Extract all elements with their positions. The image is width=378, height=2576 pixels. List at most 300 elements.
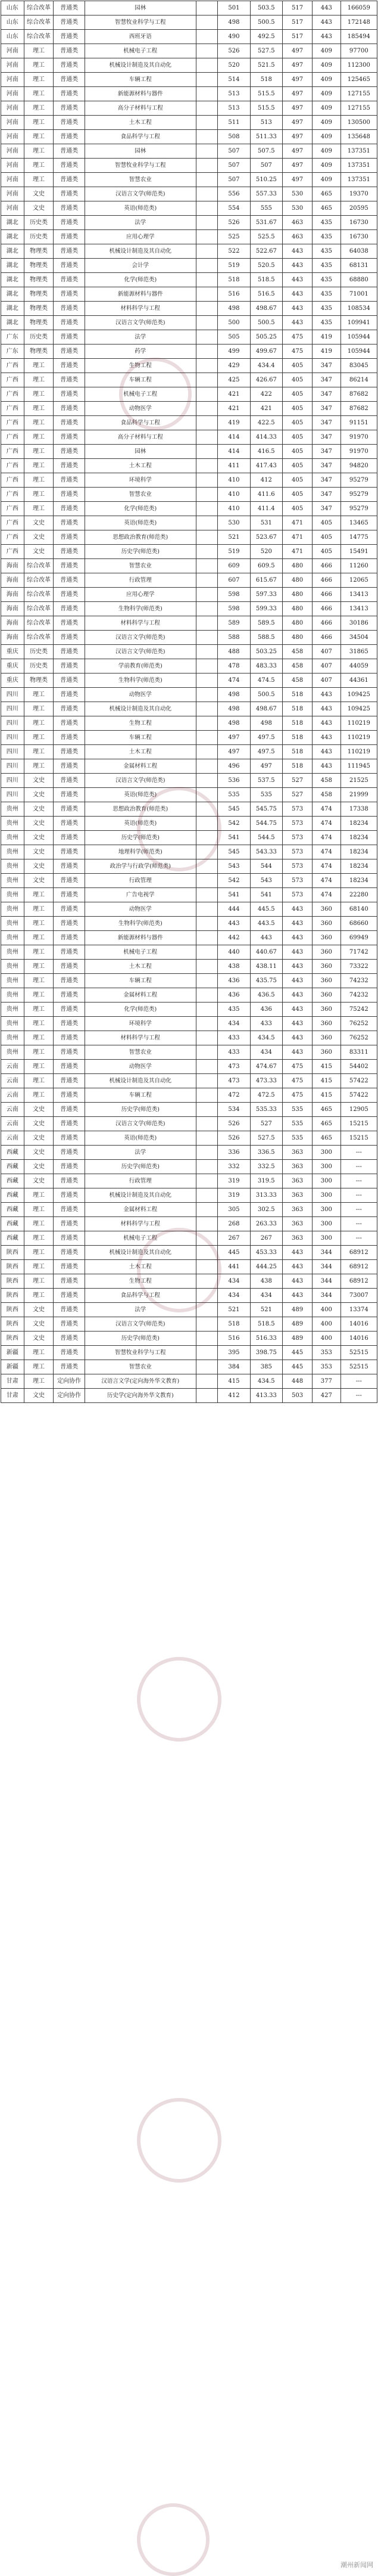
- category-cell: 理工: [24, 387, 54, 402]
- type-cell: 普通类: [54, 1289, 85, 1303]
- province-cell: 重庆: [1, 659, 24, 674]
- table-row: [1, 344, 377, 359]
- control-line-cell: 443: [283, 259, 313, 273]
- category-cell: 理工: [24, 130, 54, 144]
- source-watermark: 潮州新闻网: [340, 2561, 373, 2569]
- control-line-cell: 363: [283, 1146, 313, 1160]
- avg-score-cell: 411.6: [250, 488, 282, 502]
- batch-line-cell: 466: [313, 588, 341, 602]
- category-cell: 理工: [24, 73, 54, 87]
- province-cell: 广西: [1, 488, 24, 502]
- control-line-cell: 443: [283, 1260, 313, 1274]
- category-cell: 理工: [24, 1088, 54, 1103]
- avg-score-cell: 414.33: [250, 430, 282, 445]
- blank-cell: [196, 73, 217, 87]
- type-cell: 普通类: [54, 116, 85, 130]
- table-row: [1, 659, 377, 674]
- type-cell: 普通类: [54, 1246, 85, 1260]
- rank-cell: 76252: [340, 1031, 377, 1045]
- table-row: [1, 1131, 377, 1146]
- min-score-cell: 556: [218, 187, 250, 201]
- blank-cell: [196, 30, 217, 44]
- province-cell: 云南: [1, 1060, 24, 1074]
- table-row: [1, 817, 377, 831]
- type-cell: 普通类: [54, 316, 85, 330]
- category-cell: 综合改革: [24, 631, 54, 645]
- rank-cell: 111945: [340, 759, 377, 774]
- table-row: [1, 645, 377, 659]
- batch-line-cell: 458: [313, 788, 341, 802]
- category-cell: 理工: [24, 688, 54, 702]
- table-row: [1, 216, 377, 230]
- avg-score-cell: 416.5: [250, 445, 282, 459]
- rank-cell: 73322: [340, 960, 377, 974]
- province-cell: 西藏: [1, 1203, 24, 1217]
- batch-line-cell: 474: [313, 859, 341, 874]
- table-row: [1, 874, 377, 888]
- province-cell: 贵州: [1, 1003, 24, 1017]
- blank-cell: [196, 774, 217, 788]
- control-line-cell: 443: [283, 1274, 313, 1289]
- rank-cell: 68880: [340, 273, 377, 287]
- province-cell: 海南: [1, 588, 24, 602]
- type-cell: 普通类: [54, 631, 85, 645]
- control-line-cell: 405: [283, 373, 313, 387]
- rank-cell: 127155: [340, 87, 377, 101]
- table-row: [1, 1045, 377, 1060]
- control-line-cell: 463: [283, 230, 313, 244]
- category-cell: 理工: [24, 716, 54, 731]
- blank-cell: [196, 230, 217, 244]
- batch-line-cell: 443: [313, 15, 341, 30]
- table-row: [1, 1203, 377, 1217]
- min-score-cell: 473: [218, 1074, 250, 1088]
- batch-line-cell: 347: [313, 402, 341, 416]
- category-cell: 理工: [24, 402, 54, 416]
- major-cell: 智慧农业: [85, 173, 196, 187]
- batch-line-cell: 443: [313, 716, 341, 731]
- blank-cell: [196, 15, 217, 30]
- rank-cell: 76252: [340, 1017, 377, 1031]
- control-line-cell: 475: [283, 1060, 313, 1074]
- major-cell: 机械设计制造及其自动化: [85, 1074, 196, 1088]
- table-row: [1, 330, 377, 344]
- province-cell: 河南: [1, 130, 24, 144]
- blank-cell: [196, 1332, 217, 1346]
- batch-line-cell: 443: [313, 759, 341, 774]
- control-line-cell: 363: [283, 1231, 313, 1246]
- rank-cell: 13465: [340, 516, 377, 530]
- province-cell: 西藏: [1, 1217, 24, 1231]
- rank-cell: 18234: [340, 845, 377, 859]
- min-score-cell: 522: [218, 244, 250, 259]
- province-cell: 陕西: [1, 1332, 24, 1346]
- control-line-cell: 480: [283, 588, 313, 602]
- province-cell: 贵州: [1, 888, 24, 902]
- province-cell: 海南: [1, 631, 24, 645]
- table-row: [1, 416, 377, 430]
- batch-line-cell: 466: [313, 602, 341, 616]
- rank-cell: 87682: [340, 387, 377, 402]
- min-score-cell: 410: [218, 488, 250, 502]
- table-row: [1, 702, 377, 716]
- control-line-cell: 363: [283, 1188, 313, 1203]
- table-row: [1, 1003, 377, 1017]
- type-cell: 普通类: [54, 530, 85, 545]
- table-row: [1, 302, 377, 316]
- blank-cell: [196, 1088, 217, 1103]
- province-cell: 陕西: [1, 1274, 24, 1289]
- type-cell: 普通类: [54, 1017, 85, 1031]
- min-score-cell: 434: [218, 1274, 250, 1289]
- major-cell: 汉语言文学(定向海外华文教育): [85, 1374, 196, 1389]
- province-cell: 陕西: [1, 1317, 24, 1332]
- rank-cell: 97700: [340, 44, 377, 58]
- control-line-cell: 363: [283, 1174, 313, 1188]
- blank-cell: [196, 602, 217, 616]
- category-cell: 理工: [24, 759, 54, 774]
- batch-line-cell: 360: [313, 1017, 341, 1031]
- category-cell: 历史类: [24, 659, 54, 674]
- type-cell: 普通类: [54, 1003, 85, 1017]
- min-score-cell: 518: [218, 1317, 250, 1332]
- rank-cell: 172148: [340, 15, 377, 30]
- table-row: [1, 359, 377, 373]
- blank-cell: [196, 888, 217, 902]
- rank-cell: 15491: [340, 545, 377, 559]
- rank-cell: 91970: [340, 445, 377, 459]
- province-cell: 四川: [1, 788, 24, 802]
- table-row: [1, 387, 377, 402]
- type-cell: 普通类: [54, 874, 85, 888]
- rank-cell: 12065: [340, 573, 377, 588]
- type-cell: 普通类: [54, 602, 85, 616]
- type-cell: 普通类: [54, 945, 85, 960]
- batch-line-cell: 360: [313, 902, 341, 917]
- major-cell: 土木工程: [85, 459, 196, 473]
- rank-cell: 83311: [340, 1045, 377, 1060]
- major-cell: 机械电子工程: [85, 44, 196, 58]
- rank-cell: 14016: [340, 1317, 377, 1332]
- control-line-cell: 405: [283, 445, 313, 459]
- major-cell: 智慧农业: [85, 559, 196, 573]
- category-cell: 物理类: [24, 344, 54, 359]
- rank-cell: 109941: [340, 316, 377, 330]
- rank-cell: 31865: [340, 645, 377, 659]
- batch-line-cell: 474: [313, 817, 341, 831]
- table-row: [1, 58, 377, 73]
- category-cell: 综合改革: [24, 1, 54, 15]
- type-cell: 普通类: [54, 445, 85, 459]
- avg-score-cell: 599.33: [250, 602, 282, 616]
- avg-score-cell: 426.67: [250, 373, 282, 387]
- control-line-cell: 471: [283, 545, 313, 559]
- province-cell: 广西: [1, 530, 24, 545]
- rank-cell: 14016: [340, 1332, 377, 1346]
- avg-score-cell: 531.67: [250, 216, 282, 230]
- province-cell: 云南: [1, 1103, 24, 1117]
- rank-cell: 95279: [340, 488, 377, 502]
- type-cell: 普通类: [54, 416, 85, 430]
- type-cell: 定向协作: [54, 1389, 85, 1403]
- rank-cell: 109425: [340, 702, 377, 716]
- blank-cell: [196, 745, 217, 759]
- type-cell: 普通类: [54, 545, 85, 559]
- province-cell: 贵州: [1, 917, 24, 931]
- control-line-cell: 535: [283, 1103, 313, 1117]
- control-line-cell: 458: [283, 674, 313, 688]
- avg-score-cell: 445.5: [250, 902, 282, 917]
- type-cell: 普通类: [54, 1203, 85, 1217]
- control-line-cell: 573: [283, 802, 313, 817]
- blank-cell: [196, 1031, 217, 1045]
- category-cell: 理工: [24, 473, 54, 488]
- control-line-cell: 363: [283, 1217, 313, 1231]
- blank-cell: [196, 316, 217, 330]
- blank-cell: [196, 702, 217, 716]
- province-cell: 山东: [1, 1, 24, 15]
- batch-line-cell: 344: [313, 1246, 341, 1260]
- rank-cell: 185494: [340, 30, 377, 44]
- blank-cell: [196, 545, 217, 559]
- control-line-cell: 497: [283, 87, 313, 101]
- blank-cell: [196, 831, 217, 845]
- province-cell: 湖北: [1, 244, 24, 259]
- category-cell: 理工: [24, 1274, 54, 1289]
- table-row: [1, 1160, 377, 1174]
- major-cell: 汉语言文学(师范类): [85, 1317, 196, 1332]
- table-row: [1, 445, 377, 459]
- province-cell: 贵州: [1, 988, 24, 1003]
- major-cell: 车辆工程: [85, 731, 196, 745]
- table-row: [1, 960, 377, 974]
- category-cell: 理工: [24, 1260, 54, 1274]
- table-row: [1, 473, 377, 488]
- type-cell: 普通类: [54, 1360, 85, 1374]
- province-cell: 四川: [1, 759, 24, 774]
- min-score-cell: 535: [218, 788, 250, 802]
- province-cell: 湖北: [1, 316, 24, 330]
- category-cell: 理工: [24, 702, 54, 716]
- batch-line-cell: 409: [313, 44, 341, 58]
- category-cell: 理工: [24, 1188, 54, 1203]
- category-cell: 理工: [24, 373, 54, 387]
- rank-cell: 20595: [340, 201, 377, 216]
- type-cell: 普通类: [54, 1317, 85, 1332]
- type-cell: 普通类: [54, 688, 85, 702]
- batch-line-cell: 300: [313, 1203, 341, 1217]
- min-score-cell: 436: [218, 988, 250, 1003]
- avg-score-cell: 438: [250, 1274, 282, 1289]
- control-line-cell: 458: [283, 659, 313, 674]
- rank-cell: 17338: [340, 802, 377, 817]
- blank-cell: [196, 58, 217, 73]
- rank-cell: 95279: [340, 473, 377, 488]
- control-line-cell: 475: [283, 344, 313, 359]
- major-cell: 会计学: [85, 259, 196, 273]
- blank-cell: [196, 674, 217, 688]
- blank-cell: [196, 917, 217, 931]
- major-cell: 历史学(师范类): [85, 1332, 196, 1346]
- batch-line-cell: 347: [313, 459, 341, 473]
- rank-cell: 18234: [340, 831, 377, 845]
- province-cell: 云南: [1, 1117, 24, 1131]
- batch-line-cell: 466: [313, 616, 341, 631]
- batch-line-cell: 415: [313, 1074, 341, 1088]
- avg-score-cell: 302.5: [250, 1203, 282, 1217]
- category-cell: 理工: [24, 902, 54, 917]
- batch-line-cell: 465: [313, 1131, 341, 1146]
- major-cell: 食品科学与工程: [85, 416, 196, 430]
- category-cell: 理工: [24, 416, 54, 430]
- avg-score-cell: 511.33: [250, 130, 282, 144]
- table-row: [1, 917, 377, 931]
- blank-cell: [196, 1003, 217, 1017]
- province-cell: 贵州: [1, 945, 24, 960]
- table-row: [1, 316, 377, 330]
- rank-cell: 110219: [340, 731, 377, 745]
- batch-line-cell: 407: [313, 659, 341, 674]
- avg-score-cell: 518.5: [250, 273, 282, 287]
- avg-score-cell: 537.5: [250, 774, 282, 788]
- min-score-cell: 513: [218, 87, 250, 101]
- category-cell: 文史: [24, 817, 54, 831]
- type-cell: 普通类: [54, 1188, 85, 1203]
- province-cell: 河南: [1, 87, 24, 101]
- rank-cell: 30186: [340, 616, 377, 631]
- table-row: [1, 902, 377, 917]
- type-cell: 普通类: [54, 1131, 85, 1146]
- type-cell: 定向协作: [54, 1374, 85, 1389]
- major-cell: 药学: [85, 344, 196, 359]
- type-cell: 普通类: [54, 1060, 85, 1074]
- blank-cell: [196, 159, 217, 173]
- table-row: [1, 974, 377, 988]
- avg-score-cell: 543: [250, 874, 282, 888]
- min-score-cell: 267: [218, 1231, 250, 1246]
- province-cell: 四川: [1, 745, 24, 759]
- table-row: [1, 845, 377, 859]
- type-cell: 普通类: [54, 359, 85, 373]
- table-row: [1, 1188, 377, 1203]
- major-cell: 应用心理学: [85, 588, 196, 602]
- blank-cell: [196, 302, 217, 316]
- avg-score-cell: 443: [250, 931, 282, 945]
- category-cell: 理工: [24, 445, 54, 459]
- major-cell: 食品科学与工程: [85, 1289, 196, 1303]
- avg-score-cell: 527.5: [250, 44, 282, 58]
- province-cell: 广西: [1, 430, 24, 445]
- rank-cell: ---: [340, 1174, 377, 1188]
- type-cell: 普通类: [54, 974, 85, 988]
- rank-cell: 21999: [340, 788, 377, 802]
- watermark-logo-icon: [137, 1657, 221, 1742]
- control-line-cell: 443: [283, 931, 313, 945]
- rank-cell: 57422: [340, 1074, 377, 1088]
- min-score-cell: 505: [218, 330, 250, 344]
- major-cell: 行政管理: [85, 573, 196, 588]
- min-score-cell: 305: [218, 1203, 250, 1217]
- category-cell: 理工: [24, 974, 54, 988]
- major-cell: 金属材料工程: [85, 759, 196, 774]
- avg-score-cell: 498: [250, 716, 282, 731]
- type-cell: 普通类: [54, 1074, 85, 1088]
- control-line-cell: 363: [283, 1160, 313, 1174]
- blank-cell: [196, 1074, 217, 1088]
- rank-cell: 34504: [340, 631, 377, 645]
- table-row: [1, 731, 377, 745]
- min-score-cell: 444: [218, 902, 250, 917]
- category-cell: 物理类: [24, 273, 54, 287]
- category-cell: 理工: [24, 58, 54, 73]
- type-cell: 普通类: [54, 230, 85, 244]
- category-cell: 理工: [24, 1246, 54, 1260]
- rank-cell: 105944: [340, 344, 377, 359]
- blank-cell: [196, 902, 217, 917]
- province-cell: 云南: [1, 1074, 24, 1088]
- min-score-cell: 519: [218, 259, 250, 273]
- min-score-cell: 411: [218, 459, 250, 473]
- admission-score-sheet: [1, 1, 377, 1403]
- category-cell: 综合改革: [24, 588, 54, 602]
- control-line-cell: 480: [283, 616, 313, 631]
- control-line-cell: 443: [283, 902, 313, 917]
- province-cell: 广西: [1, 359, 24, 373]
- rank-cell: 125465: [340, 73, 377, 87]
- avg-score-cell: 433: [250, 1017, 282, 1031]
- blank-cell: [196, 1045, 217, 1060]
- avg-score-cell: 474.67: [250, 1060, 282, 1074]
- min-score-cell: 507: [218, 159, 250, 173]
- avg-score-cell: 422: [250, 387, 282, 402]
- type-cell: 普通类: [54, 616, 85, 631]
- batch-line-cell: 405: [313, 530, 341, 545]
- category-cell: 理工: [24, 1289, 54, 1303]
- table-row: [1, 1117, 377, 1131]
- province-cell: 新疆: [1, 1360, 24, 1374]
- major-cell: 历史学(定向海外华文教育): [85, 1389, 196, 1403]
- control-line-cell: 530: [283, 187, 313, 201]
- province-cell: 新疆: [1, 1346, 24, 1360]
- table-row: [1, 230, 377, 244]
- avg-score-cell: 535: [250, 788, 282, 802]
- score-table: [1, 1, 377, 1403]
- category-cell: 理工: [24, 1017, 54, 1031]
- rank-cell: 16730: [340, 230, 377, 244]
- major-cell: 车辆工程: [85, 974, 196, 988]
- blank-cell: [196, 473, 217, 488]
- major-cell: 机械设计制造及其自动化: [85, 1188, 196, 1203]
- min-score-cell: 534: [218, 1103, 250, 1117]
- avg-score-cell: 500.5: [250, 316, 282, 330]
- batch-line-cell: 427: [313, 1389, 341, 1403]
- rank-cell: 18234: [340, 817, 377, 831]
- category-cell: 理工: [24, 917, 54, 931]
- avg-score-cell: 541: [250, 888, 282, 902]
- avg-score-cell: 518.5: [250, 1317, 282, 1332]
- avg-score-cell: 516.33: [250, 1332, 282, 1346]
- type-cell: 普通类: [54, 302, 85, 316]
- batch-line-cell: 474: [313, 845, 341, 859]
- category-cell: 文史: [24, 788, 54, 802]
- type-cell: 普通类: [54, 1217, 85, 1231]
- province-cell: 四川: [1, 731, 24, 745]
- batch-line-cell: 347: [313, 416, 341, 430]
- category-cell: 理工: [24, 931, 54, 945]
- min-score-cell: 519: [218, 545, 250, 559]
- min-score-cell: 434: [218, 1017, 250, 1031]
- province-cell: 河南: [1, 101, 24, 116]
